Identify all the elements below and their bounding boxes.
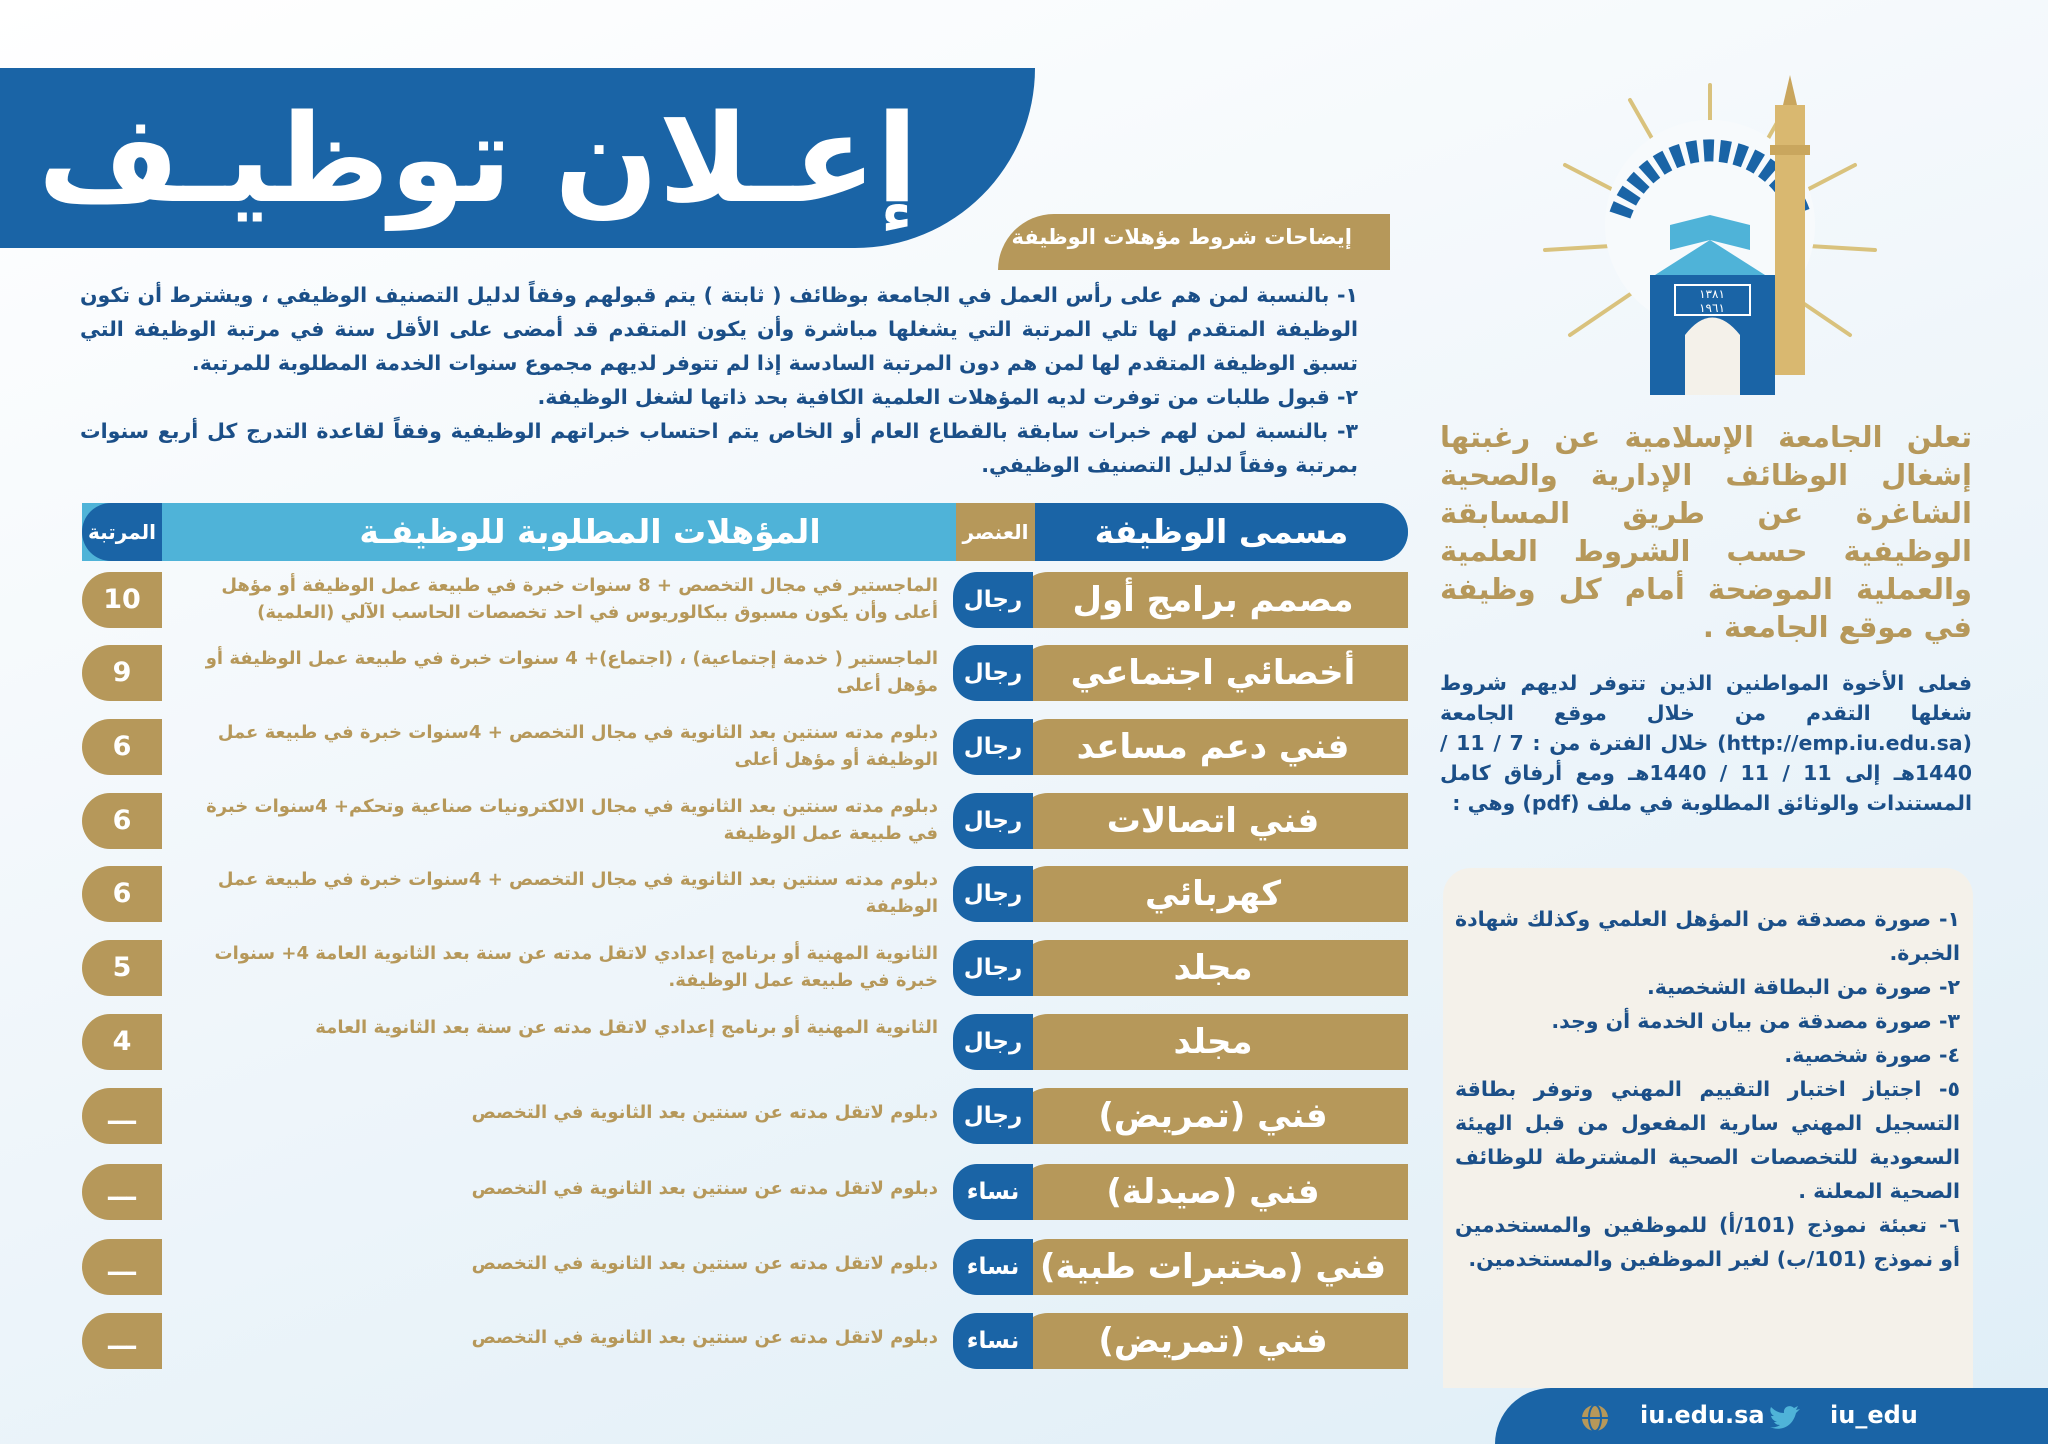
job-title: كهربائي [1018,866,1408,922]
qualification-text: الماجستير ( خدمة إجتماعية) ، (اجتماع)+ 4 سنوات خبرة في طبيعة عمل الوظيفة أو مؤهل أعلى [205,648,938,696]
header-job-label: مسمى الوظيفة [1094,512,1349,551]
job-title: مجلد [1018,940,1408,996]
gender-badge: نساء [953,1239,1033,1295]
job-title: فني (مختبرات طبية) [1018,1239,1408,1295]
gender-badge: نساء [953,1313,1033,1369]
header-rank [82,503,162,561]
job-title: فني (صيدلة) [1018,1164,1408,1220]
gender-badge: رجال [953,645,1033,701]
rank-badge: 6 [82,866,162,922]
qualification-text: الماجستير في مجال التخصص + 8 سنوات خبرة في طبيعة عمل الوظيفة أو مؤهل أعلى وأن يكون مسبوق ببكالوريوس في احد تخصصات الحاسب الآلي (العلمية) [221,575,938,623]
subtitle-text: إيضاحات شروط مؤهلات الوظيفة [1011,225,1352,249]
emblem-year-hijri: ١٣٨١ [1699,287,1725,301]
qualification-text: دبلوم لاتقل مدته عن سنتين بعد الثانوية في التخصص [471,1327,938,1348]
header-gender [956,503,1035,561]
qualification-text: دبلوم لاتقل مدته عن سنتين بعد الثانوية في التخصص [471,1102,938,1123]
table-row [82,1014,1408,1070]
university-emblem-icon [1535,75,1885,405]
gender-badge: رجال [953,1014,1033,1070]
table-row [82,1088,1408,1144]
document-item: ٦- تعبئة نموذج (101/أ) للموظفين والمستخدمين أو نموذج (101/ب) لغير الموظفين والمستخدمين. [1455,1213,1960,1271]
job-title: فني اتصالات [1018,793,1408,849]
gender-badge: رجال [953,719,1033,775]
rank-badge: 9 [82,645,162,701]
twitter-handle[interactable]: iu_edu [1830,1401,1918,1429]
gender-badge: رجال [953,572,1033,628]
subtitle-ribbon [998,214,1390,270]
table-row [82,1239,1408,1295]
rank-badge: ـــ [82,1239,162,1295]
apply-paragraph: فعلى الأخوة المواطنين الذين تتوفر لديهم شروط شغلها التقدم من خلال موقع الجامعة (http://emp.iu.edu.sa) خلال الفترة من : 7 / 11 / 1440هـ إلى 11 / 11 / 1440هـ ومع أرفاق كامل المستندات والوثائق المطلوبة في ملف (pdf) وهي : [1440,671,1973,815]
rank-badge: 5 [82,940,162,996]
job-title: فني دعم مساعد [1018,719,1408,775]
qualification-text: دبلوم مدته سنتين بعد الثانوية في مجال التخصص + 4سنوات خبرة في طبيعة عمل الوظيفة [217,869,938,917]
table-row [82,940,1408,996]
rank-badge: 6 [82,719,162,775]
table-row [82,645,1408,701]
globe-icon [1580,1403,1610,1433]
document-item: ٥- اجتياز اختبار التقييم المهني وتوفر بطاقة التسجيل المهني سارية المفعول من قبل الهيئة السعودية للتخصصات الصحية المشترطة للوظائف الصحية المعلنة . [1455,1077,1960,1203]
rank-badge: 6 [82,793,162,849]
rank-badge: ـــ [82,1088,162,1144]
gender-badge: رجال [953,940,1033,996]
notes-section [80,278,1358,482]
qualification-text: الثانوية المهنية أو برنامج إعدادي لاتقل مدته عن سنة بعد الثانوية العامة 4+ سنوات خبرة في طبيعة عمل الوظيفة. [214,943,938,991]
document-item: ٢- صورة من البطاقة الشخصية. [1646,975,1960,999]
emblem-year-gregorian: ١٩٦١ [1699,301,1725,315]
page-title: إعـلان توظيـف [37,88,918,230]
rank-badge: ـــ [82,1164,162,1220]
table-row [82,1164,1408,1220]
table-row [82,793,1408,849]
header-job [1035,503,1408,561]
job-title: مصمم برامج أول [1018,572,1408,628]
qualification-text: دبلوم مدته سنتين بعد الثانوية في مجال الالكترونيات صناعية وتحكم+ 4سنوات خبرة في طبيعة عمل الوظيفة [206,796,938,844]
document-item: ١- صورة مصدقة من المؤهل العلمي وكذلك شهادة الخبرة. [1455,907,1960,965]
qualification-text: الثانوية المهنية أو برنامج إعدادي لاتقل مدته عن سنة بعد الثانوية العامة [315,1017,938,1038]
job-title: فني (تمريض) [1018,1313,1408,1369]
job-title: فني (تمريض) [1018,1088,1408,1144]
qualification-text: دبلوم مدته سنتين بعد الثانوية في مجال التخصص + 4سنوات خبرة في طبيعة عمل الوظيفة أو مؤهل أعلى [217,722,938,770]
rank-badge: ـــ [82,1313,162,1369]
table-row [82,866,1408,922]
gender-badge: رجال [953,793,1033,849]
note-1: ١- بالنسبة لمن هم على رأس العمل في الجامعة بوظائف ( ثابتة ) يتم قبولهم وفقاً لدليل التصنيف الوظيفي ، ويشترط أن تكون الوظيفة المتقدم لها تلي المرتبة التي يشغلها مباشرة وأن يكون المتقدم قد أمضى على الأقل سنة في مرتبة الوظيفة التي تسبق الوظيفة المتقدم لها لمن هم دون المرتبة السادسة إذا لم تتوفر لديهم مجموع سنوات الخدمة المطلوبة للمرتبة. [80,283,1358,375]
rank-badge: 4 [82,1014,162,1070]
table-row [82,572,1408,628]
rank-badge: 10 [82,572,162,628]
gender-badge: رجال [953,866,1033,922]
header-qualifications-label: المؤهلات المطلوبة للوظيفـة [359,512,821,551]
gender-badge: رجال [953,1088,1033,1144]
note-2: ٢- قبول طلبات من توفرت لديه المؤهلات العلمية الكافية بحد ذاتها لشغل الوظيفة. [537,385,1358,409]
table-row [82,1313,1408,1369]
table-row [82,719,1408,775]
intro-paragraph: تعلن الجامعة الإسلامية عن رغبتها إشغال الوظائف الإدارية والصحية الشاغرة عن طريق المسابقة الوظيفية حسب الشروط العلمية والعملية الموضحة أمام كل وظيفة في موقع الجامعة . [1440,420,1972,644]
note-3: ٣- بالنسبة لمن لهم خبرات سابقة بالقطاع العام أو الخاص يتم احتساب خبراتهم الوظيفية وفقاً لقاعدة التدرج كل أربع سنوات بمرتبة وفقاً لدليل التصنيف الوظيفي. [80,419,1358,477]
twitter-icon [1768,1403,1802,1433]
qualification-text: دبلوم لاتقل مدته عن سنتين بعد الثانوية في التخصص [471,1178,938,1199]
header-rank-label: المرتبة [87,520,157,544]
document-item: ٤- صورة شخصية. [1784,1043,1960,1067]
document-item: ٣- صورة مصدقة من بيان الخدمة أن وجد. [1551,1009,1960,1033]
job-title: أخصائي اجتماعي [1018,645,1408,701]
header-gender-label: العنصر [962,520,1029,544]
job-title: مجلد [1018,1014,1408,1070]
gender-badge: نساء [953,1164,1033,1220]
qualification-text: دبلوم لاتقل مدته عن سنتين بعد الثانوية في التخصص [471,1253,938,1274]
website-link[interactable]: iu.edu.sa [1640,1401,1765,1429]
documents-list [1455,902,1960,1276]
